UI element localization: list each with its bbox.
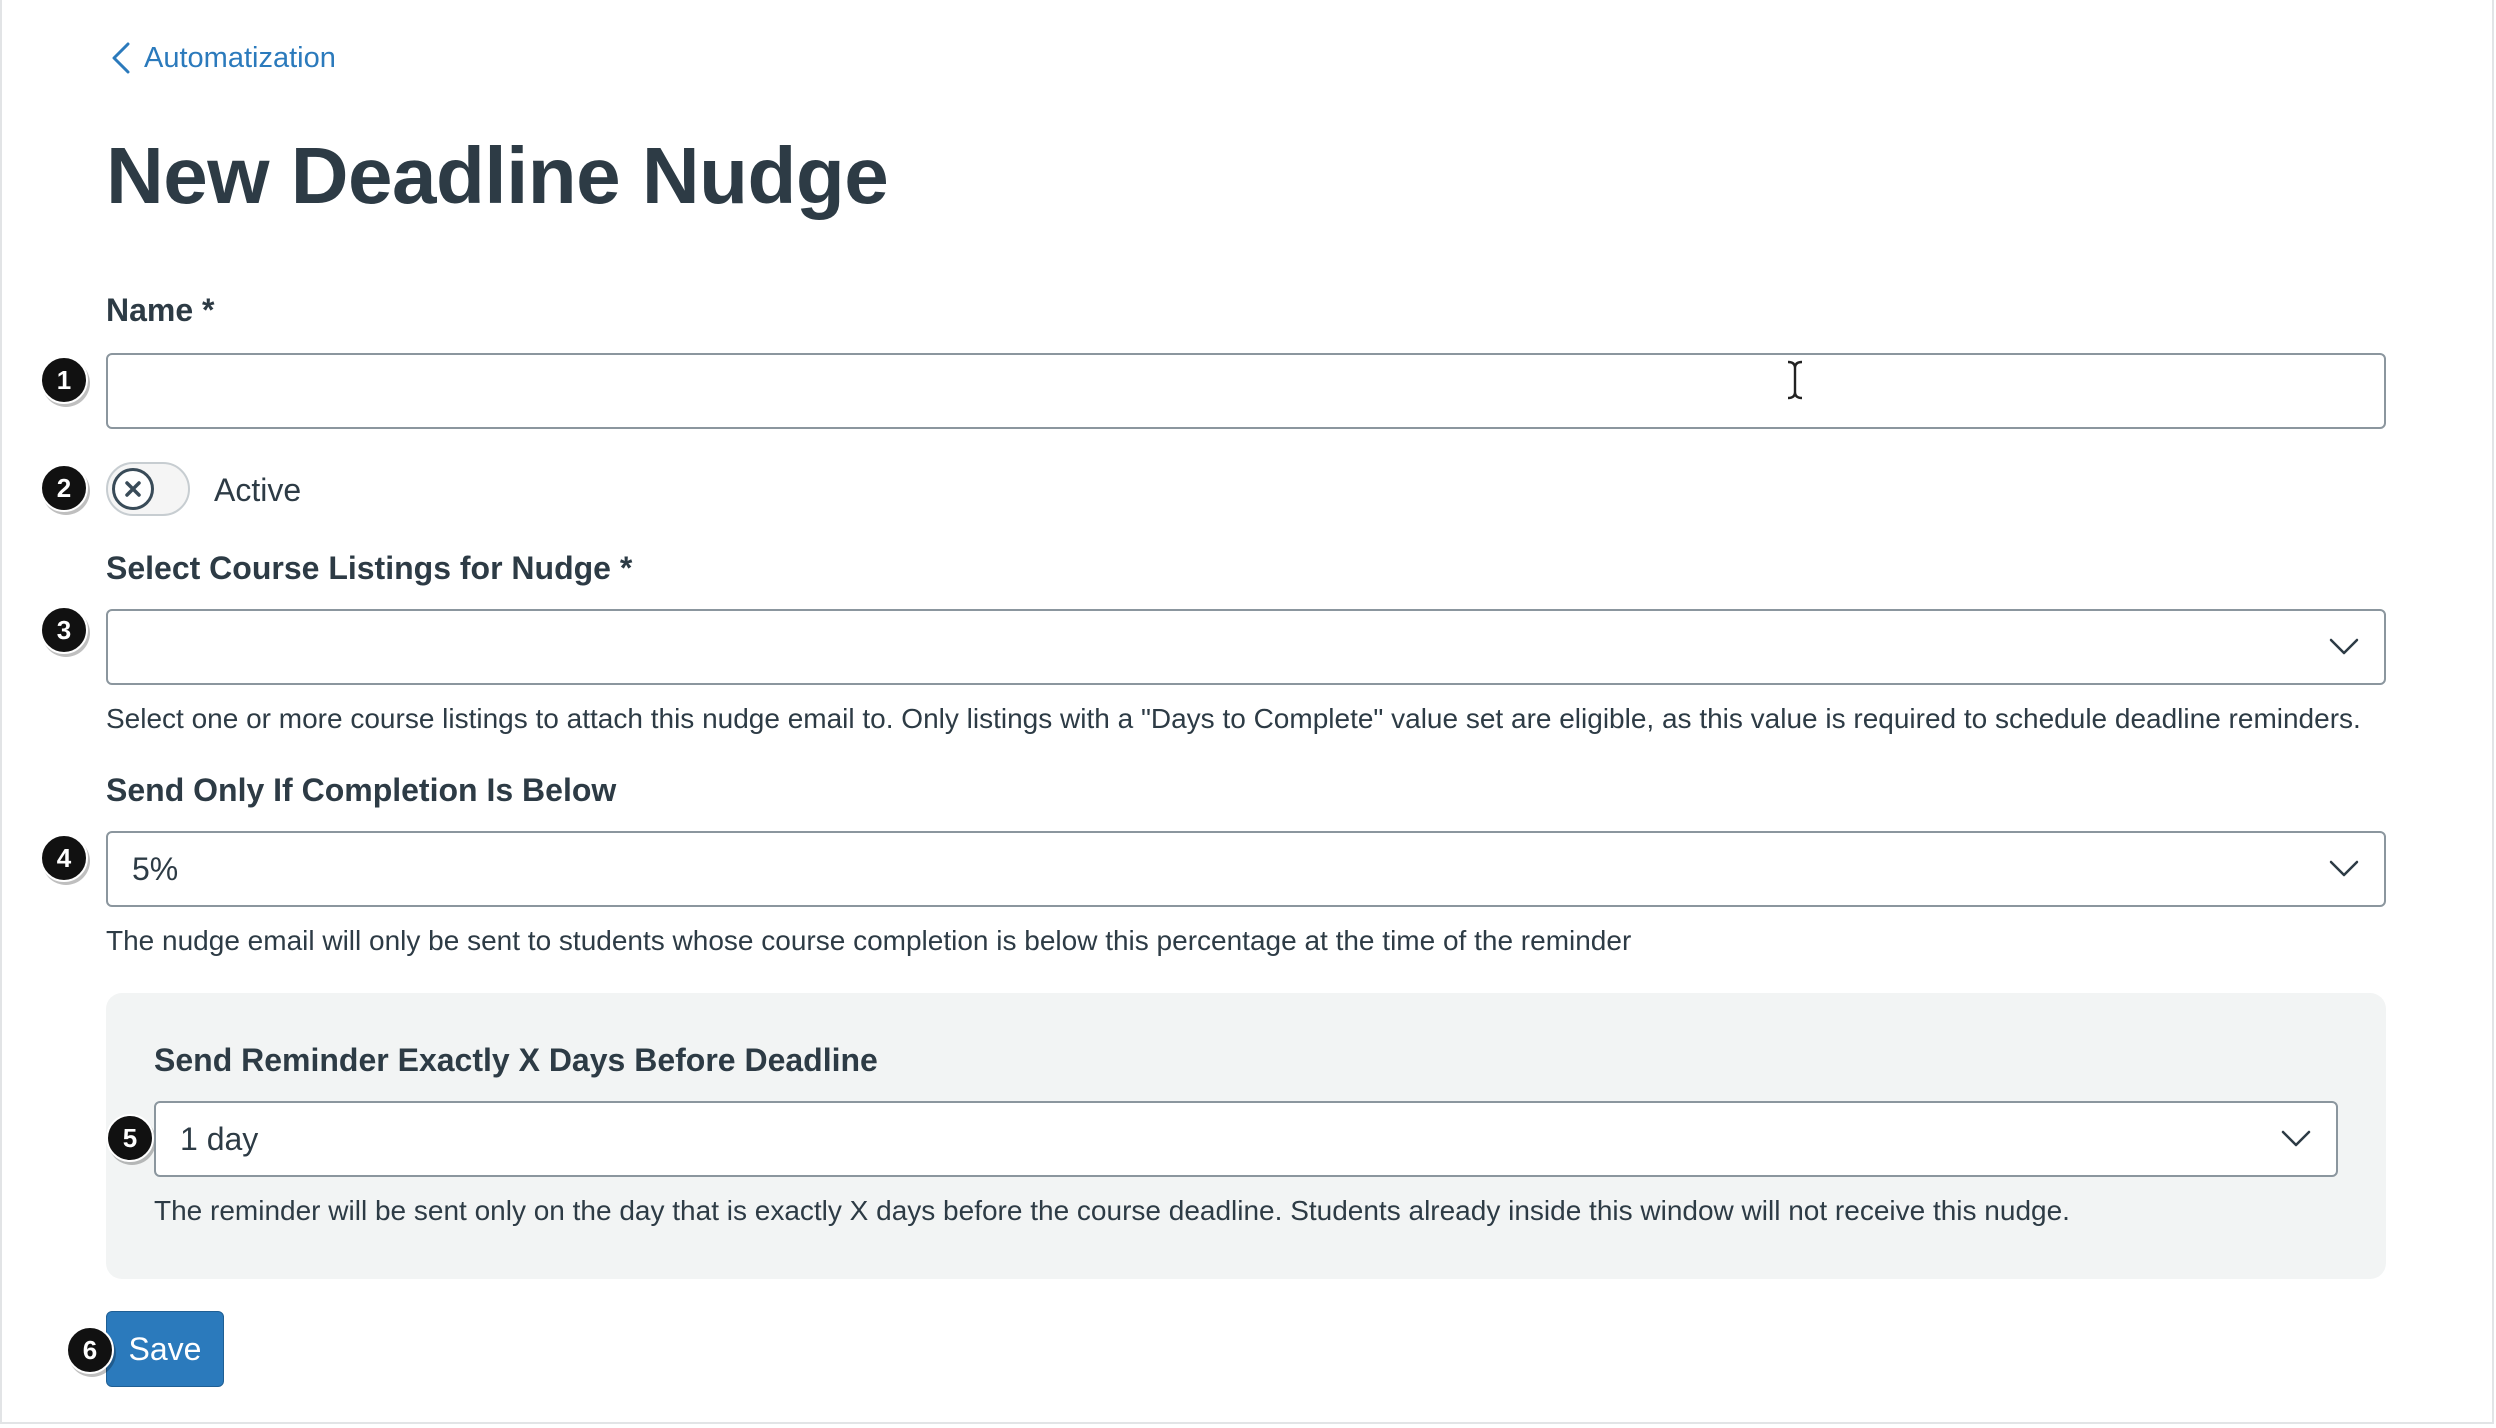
course-listings-label: Select Course Listings for Nudge * bbox=[106, 550, 633, 586]
chevron-left-icon bbox=[110, 41, 132, 75]
reminder-label: Send Reminder Exactly X Days Before Deadline bbox=[154, 1042, 878, 1078]
active-label: Active bbox=[214, 472, 302, 508]
active-toggle[interactable] bbox=[106, 462, 190, 516]
step-badge-6: 6 bbox=[66, 1326, 114, 1374]
reminder-days-select[interactable] bbox=[154, 1101, 2338, 1177]
page-title: New Deadline Nudge bbox=[106, 131, 889, 220]
course-listings-select[interactable] bbox=[106, 609, 2386, 685]
reminder-help: The reminder will be sent only on the day that is exactly X days before the course deadline. Students already inside this window will not receive this nudge. bbox=[154, 1195, 2070, 1226]
toggle-knob bbox=[112, 468, 154, 510]
chevron-down-icon bbox=[2328, 859, 2360, 879]
step-badge-3: 3 bbox=[40, 606, 88, 654]
step-badge-1: 1 bbox=[40, 356, 88, 404]
reminder-days-value: 1 day bbox=[180, 1120, 259, 1157]
name-field-wrapper bbox=[106, 353, 2386, 429]
name-input[interactable] bbox=[108, 355, 2384, 427]
save-button[interactable]: Save bbox=[106, 1311, 224, 1387]
completion-help: The nudge email will only be sent to students whose course completion is below this percentage at the time of the reminder bbox=[106, 925, 1632, 956]
chevron-down-icon bbox=[2328, 637, 2360, 657]
completion-label: Send Only If Completion Is Below bbox=[106, 772, 617, 808]
name-label: Name * bbox=[106, 292, 215, 328]
step-badge-5: 5 bbox=[106, 1114, 154, 1162]
step-badge-4: 4 bbox=[40, 834, 88, 882]
text-cursor-icon bbox=[1784, 360, 1806, 400]
x-icon bbox=[123, 479, 143, 499]
completion-value: 5% bbox=[132, 850, 179, 887]
course-listings-help: Select one or more course listings to attach this nudge email to. Only listings with a "Days to Complete" value set are eligible, as this value is required to schedule deadline reminders. bbox=[106, 703, 2361, 734]
completion-select[interactable] bbox=[106, 831, 2386, 907]
step-badge-2: 2 bbox=[40, 464, 88, 512]
breadcrumb-back-link[interactable] bbox=[110, 38, 336, 78]
chevron-down-icon bbox=[2280, 1129, 2312, 1149]
breadcrumb-label[interactable]: Automatization bbox=[144, 42, 336, 74]
